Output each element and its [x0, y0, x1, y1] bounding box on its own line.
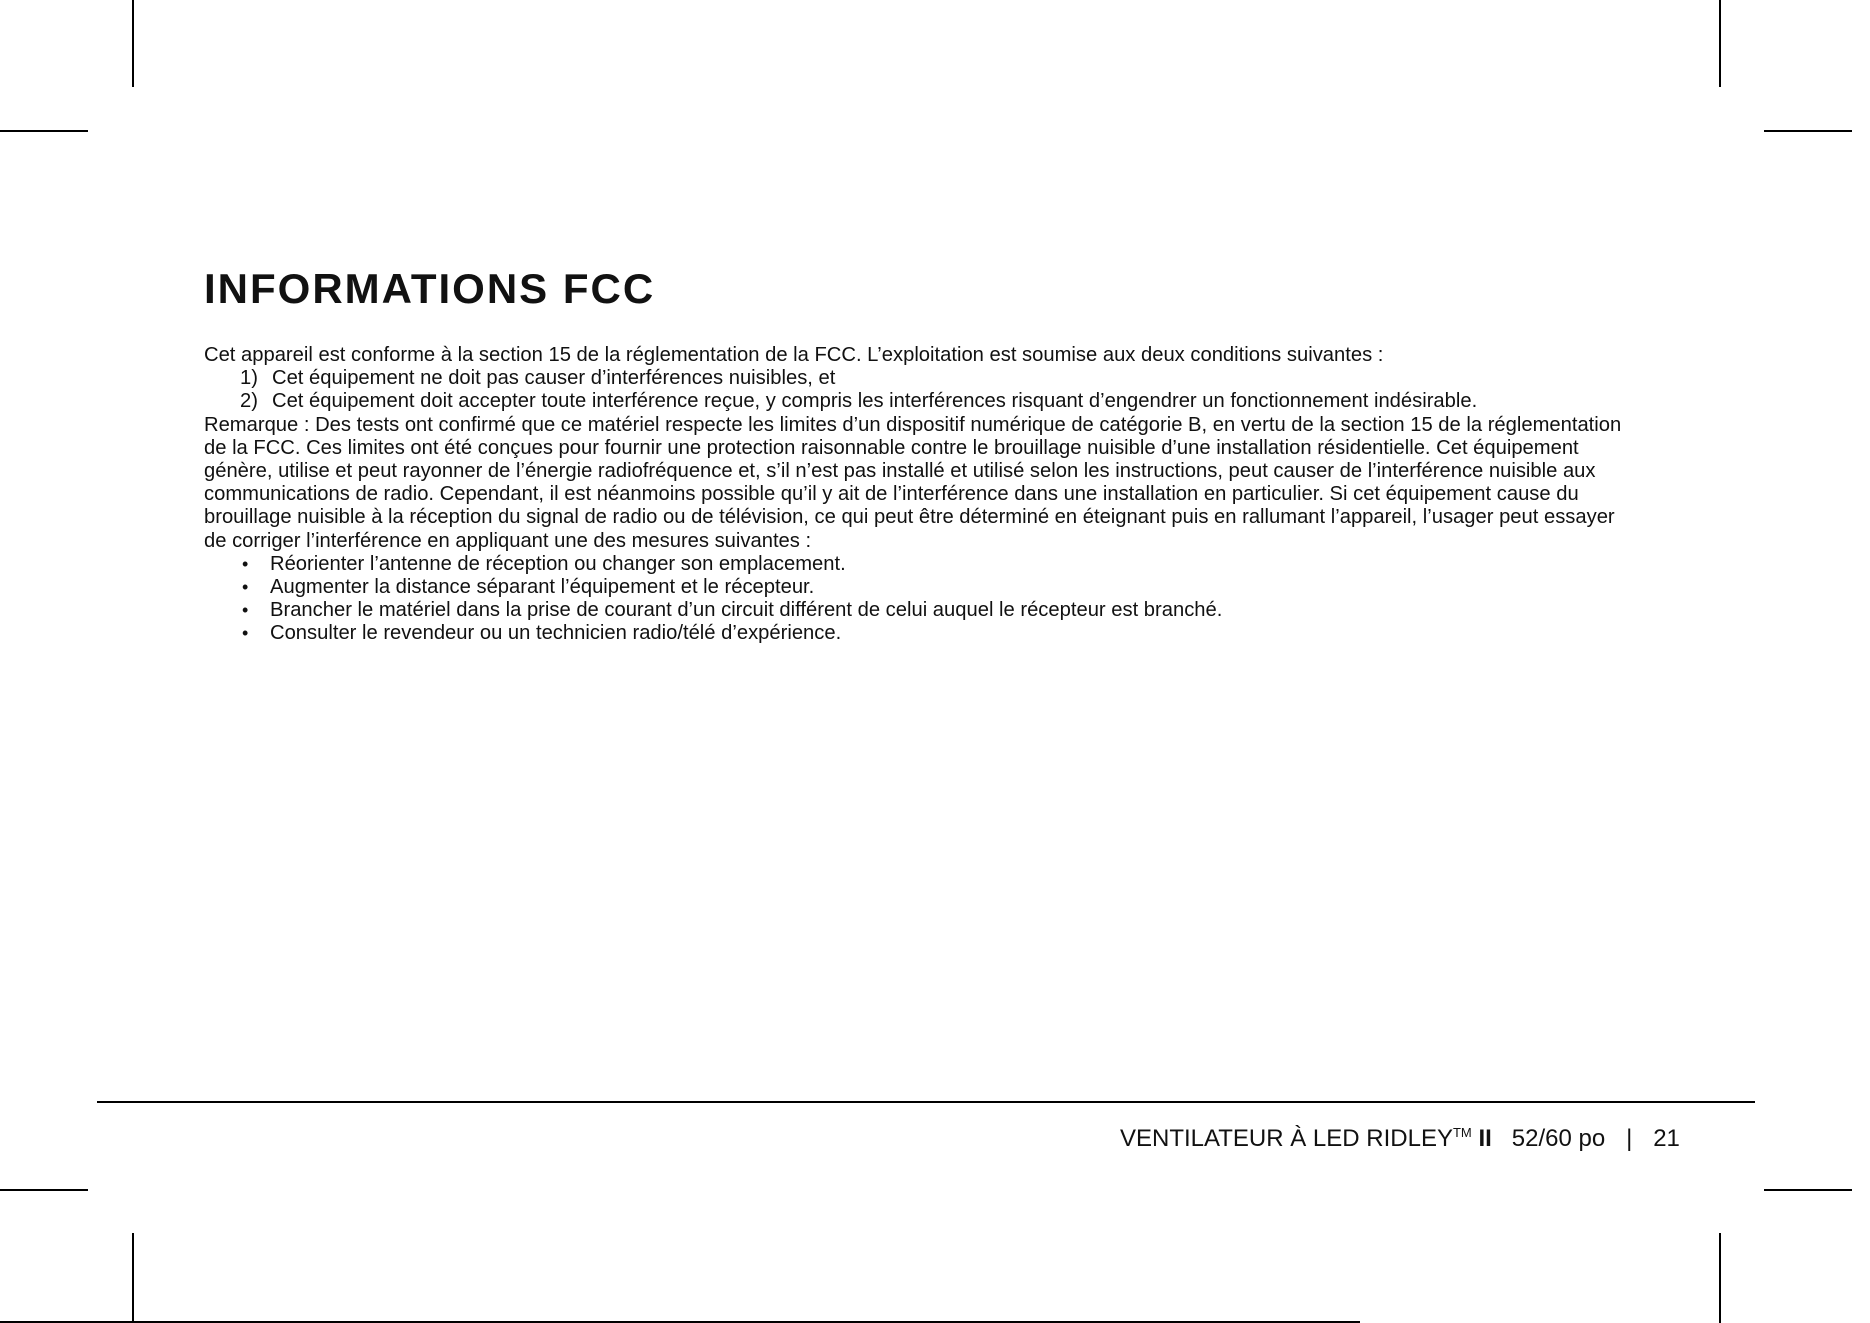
measure-item: [204, 576, 1624, 599]
footer-size: 52/60 po: [1511, 1125, 1606, 1152]
measure-text: Réorienter l’antenne de réception ou changer son emplacement.: [270, 552, 846, 575]
measure-text: Augmenter la distance séparant l’équipement et le récepteur.: [270, 576, 815, 599]
condition-text: Cet équipement ne doit pas causer d’interférences nuisibles, et: [272, 367, 836, 390]
crop-mark-bottom-left-vertical: [132, 1233, 134, 1323]
footer-trademark: TM: [1452, 1125, 1472, 1140]
measure-item: [204, 599, 1624, 622]
crop-mark-top-left-horizontal: [0, 130, 88, 132]
intro-paragraph: Cet appareil est conforme à la section 15 de la réglementation de la FCC. L’exploitation est soumise aux deux conditions suivantes :: [204, 344, 1384, 366]
page-number: 21: [1653, 1125, 1680, 1152]
crop-mark-top-right-horizontal: [1764, 130, 1852, 132]
measure-item: [204, 622, 1624, 645]
page-footer: [1120, 1118, 1700, 1154]
footer-model: II: [1478, 1125, 1492, 1152]
bullet-icon: •: [242, 600, 249, 621]
footer-product-name: VENTILATEUR À LED RIDLEY: [1120, 1125, 1453, 1152]
condition-item: [204, 390, 1624, 413]
bullet-icon: •: [242, 623, 249, 644]
page-title: INFORMATIONS FCC: [204, 265, 656, 312]
condition-item: [204, 367, 1624, 390]
remark-paragraph: Remarque : Des tests ont confirmé que ce matériel respecte les limites d’un dispositif numérique de catégorie B, en vertu de la section 15 de la réglementation de la FCC. Ces limites ont été conçues pour fournir une protection raisonnable contre le brouillage nuisible d’une installation résidentielle. Cet équipement génère, utilise et peut rayonner de l’énergie radiofréquence et, s’il n’est pas installé et utilisé selon les instructions, peut causer de l’interférence nuisible aux communications de radio. Cependant, il est néanmoins possible qu’il y ait de l’interférence dans une installation en particulier. Si cet équipement cause du brouillage nuisible à la réception du signal de radio ou de télévision, ce qui peut être déterminé en éteignant puis en rallumant l’appareil, l’usager peut essayer de corriger l’interférence en appliquant une des mesures suivantes :: [204, 413, 1622, 552]
condition-number: 1): [240, 367, 258, 390]
fcc-text: [204, 344, 1624, 646]
crop-mark-top-right-vertical: [1719, 0, 1721, 87]
condition-text: Cet équipement doit accepter toute interférence reçue, y compris les interférences risquant d’engendrer un fonctionnement indésirable.: [272, 390, 1478, 413]
bullet-icon: •: [242, 553, 249, 574]
condition-number: 2): [240, 390, 258, 413]
measure-text: Consulter le revendeur ou un technicien radio/télé d’expérience.: [270, 622, 842, 645]
footer-separator: |: [1626, 1125, 1633, 1152]
footer-divider: [97, 1101, 1755, 1103]
crop-mark-bottom-left-horizontal: [0, 1189, 88, 1191]
crop-mark-top-left-vertical: [132, 0, 134, 87]
crop-mark-bottom-right-vertical: [1719, 1233, 1721, 1323]
crop-mark-bottom-right-horizontal: [1764, 1189, 1852, 1191]
measure-item: [204, 553, 1624, 576]
document-body: [204, 262, 1624, 646]
measure-text: Brancher le matériel dans la prise de courant d’un circuit différent de celui auquel le récepteur est branché.: [270, 599, 1223, 622]
measures-list: [204, 553, 1624, 646]
conditions-list: [204, 367, 1624, 413]
bullet-icon: •: [242, 577, 249, 598]
